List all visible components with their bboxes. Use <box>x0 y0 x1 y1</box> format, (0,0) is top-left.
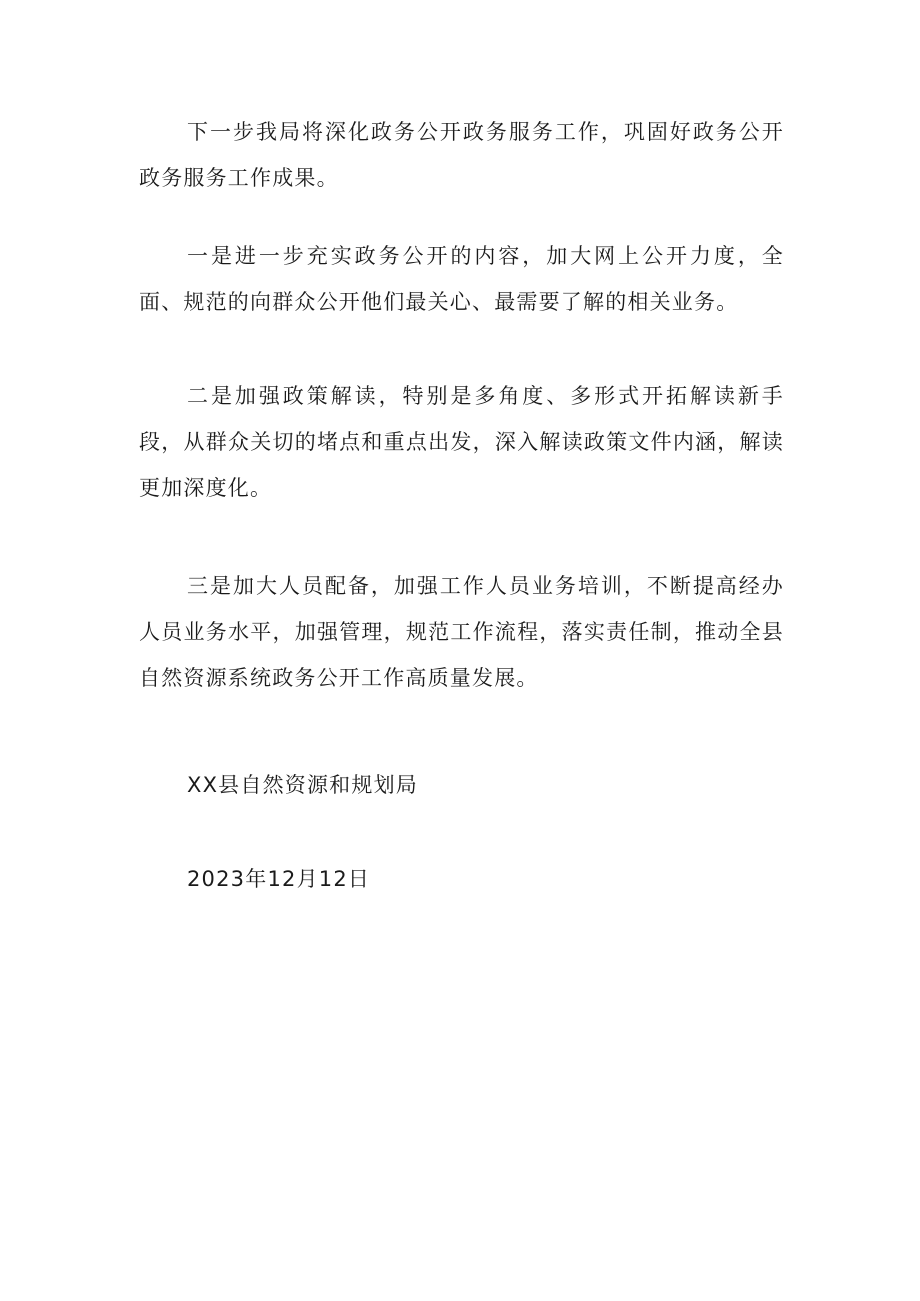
signature-organization: XX县自然资源和规划局 <box>187 773 418 797</box>
paragraph-point-three: 三是加大人员配备，加强工作人员业务培训，不断提高经办人员业务水平，加强管理，规范工作流程，落实责任制，推动全县自然资源系统政务公开工作高质量发展。 <box>139 574 784 690</box>
signature-date: 2023年12月12日 <box>187 867 371 891</box>
paragraph-next-steps: 下一步我局将深化政务公开政务服务工作，巩固好政务公开政务服务工作成果。 <box>139 120 784 190</box>
paragraph-point-two: 二是加强政策解读，特别是多角度、多形式开拓解读新手段，从群众关切的堵点和重点出发，深入解读政策文件内涵，解读更加深度化。 <box>139 384 784 500</box>
paragraph-point-one: 一是进一步充实政务公开的内容，加大网上公开力度，全面、规范的向群众公开他们最关心、最需要了解的相关业务。 <box>139 244 784 314</box>
